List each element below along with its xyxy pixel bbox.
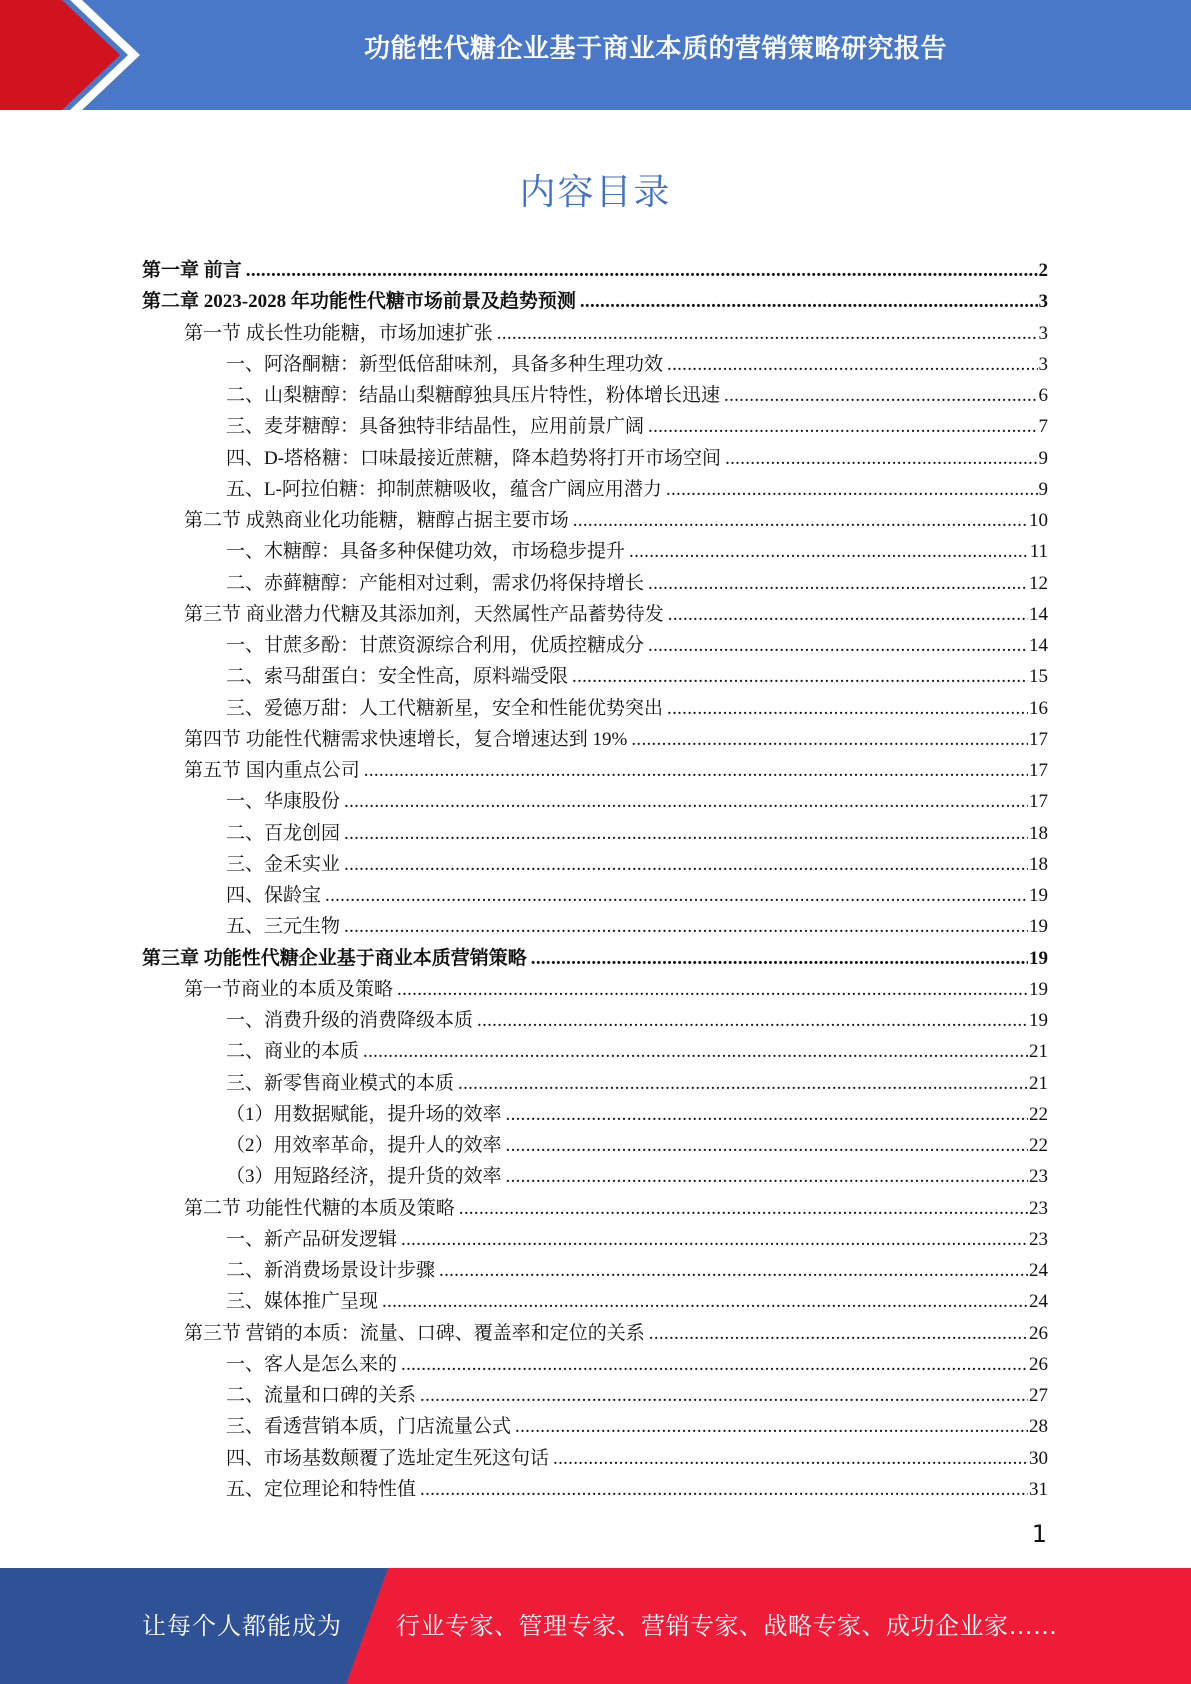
toc-entry-page: 26 [1029,1353,1048,1375]
toc-entry[interactable] [142,724,1048,755]
toc-entry-title: 四、保龄宝 [226,885,322,906]
toc-entry[interactable] [142,1411,1048,1442]
toc-entry-page: 23 [1029,1166,1048,1188]
toc-entry-title: 一、甘蔗多酚：甘蔗资源综合利用，优质控糖成分 [226,635,645,656]
toc-entry-title: 第二节 功能性代糖的本质及策略 [184,1197,455,1219]
toc-leader-dots [364,755,1028,786]
toc-entry[interactable] [142,568,1048,599]
toc-entry-title: 二、百龙创园 [226,822,341,844]
toc-entry[interactable] [142,474,1048,505]
toc-entry-page: 14 [1029,635,1048,656]
toc-leader-dots [506,1130,1028,1161]
toc-entry-page: 3 [1038,291,1048,313]
toc-entry-page: 18 [1029,822,1048,844]
toc-entry-page: 7 [1038,416,1048,438]
toc-entry-page: 11 [1029,541,1048,563]
toc-leader-dots [553,1443,1028,1474]
header-red-arrow-shape [0,0,160,110]
toc-entry[interactable] [142,693,1048,724]
toc-entry[interactable] [142,1068,1048,1099]
toc-leader-dots [344,911,1028,942]
toc-leader-dots [325,880,1028,911]
toc-entry[interactable] [142,318,1048,349]
toc-leader-dots [439,1255,1028,1286]
toc-entry[interactable] [142,380,1048,411]
toc-leader-dots [515,1411,1028,1442]
toc-entry-title: 五、三元生物 [226,916,341,938]
toc-leader-dots [648,630,1028,661]
footer-slogan-right: 行业专家、管理专家、营销专家、战略专家、成功企业家…… [396,1612,1058,1640]
toc-entry[interactable] [142,1036,1048,1067]
toc-entry-page: 31 [1029,1478,1048,1500]
toc-entry[interactable] [142,599,1048,630]
toc-leader-dots [246,255,1038,286]
toc-entry-title: 第三章 功能性代糖企业基于商业本质营销策略 [142,947,527,969]
toc-entry-page: 15 [1029,666,1048,688]
toc-entry-page: 17 [1029,760,1048,781]
toc-entry[interactable] [142,349,1048,380]
toc-entry[interactable] [142,911,1048,942]
toc-entry-title: （1）用数据赋能，提升场的效率 [226,1103,502,1125]
toc-entry-title: 一、客人是怎么来的 [226,1353,398,1375]
toc-entry[interactable] [142,880,1048,911]
toc-entry-page: 27 [1029,1385,1048,1406]
toc-leader-dots [667,349,1037,380]
toc-entry[interactable] [142,1193,1048,1224]
toc-entry[interactable] [142,411,1048,442]
toc-entry-title: 四、D-塔格糖：口味最接近蔗糖，降本趋势将打开市场空间 [226,447,722,469]
toc-entry-page: 10 [1029,510,1048,531]
toc-entry-title: 一、消费升级的消费降级本质 [226,1010,474,1031]
toc-leader-dots [459,1193,1028,1224]
toc-entry-title: 五、L-阿拉伯糖：抑制蔗糖吸收，蕴含广阔应用潜力 [226,478,662,500]
toc-heading: 内容目录 [519,172,672,213]
toc-entry-title: 二、新消费场景设计步骤 [226,1260,436,1281]
toc-leader-dots [631,724,1028,755]
toc-entry-title: 第二节 成熟商业化功能糖，糖醇占据主要市场 [184,510,569,531]
toc-leader-dots [344,786,1028,817]
toc-leader-dots [648,568,1028,599]
toc-entry-page: 12 [1029,572,1048,594]
toc-entry[interactable] [142,1349,1048,1380]
toc-entry-page: 21 [1029,1072,1048,1094]
toc-entry[interactable] [142,1255,1048,1286]
toc-entry-page: 14 [1029,603,1048,625]
toc-entry[interactable] [142,505,1048,536]
toc-entry-title: 第一节 成长性功能糖，市场加速扩张 [184,322,493,344]
toc-entry-page: 19 [1029,885,1048,906]
toc-entry-title: 三、媒体推广呈现 [226,1291,379,1313]
toc-entry-page: 17 [1029,728,1048,750]
toc-leader-dots [363,1036,1028,1067]
toc-entry-page: 23 [1029,1197,1048,1219]
table-of-contents [142,255,1048,1505]
toc-entry-page: 19 [1029,1010,1048,1031]
toc-entry[interactable] [142,849,1048,880]
toc-leader-dots [629,536,1029,567]
toc-entry-title: 二、流量和口碑的关系 [226,1385,417,1406]
toc-entry-title: 二、商业的本质 [226,1041,360,1063]
toc-leader-dots [666,474,1038,505]
toc-entry-page: 9 [1038,478,1048,500]
toc-entry-title: 三、看透营销本质，门店流量公式 [226,1416,512,1438]
toc-entry-title: 二、山梨糖醇：结晶山梨糖醇独具压片特性，粉体增长迅速 [226,385,721,406]
toc-entry[interactable] [142,630,1048,661]
toc-leader-dots [458,1068,1028,1099]
toc-entry[interactable] [142,536,1048,567]
toc-entry[interactable] [142,443,1048,474]
toc-entry-page: 22 [1029,1135,1048,1156]
toc-leader-dots [382,1286,1028,1317]
toc-entry[interactable] [142,974,1048,1005]
toc-entry[interactable] [142,286,1048,317]
toc-leader-dots [344,818,1028,849]
toc-entry[interactable] [142,1099,1048,1130]
report-title: 功能性代糖企业基于商业本质的营销策略研究报告 [363,34,947,64]
toc-entry-title: 第一节商业的本质及策略 [184,978,394,1000]
toc-entry-page: 2 [1038,260,1048,281]
toc-entry-page: 3 [1038,353,1048,375]
toc-entry[interactable] [142,1380,1048,1411]
toc-entry-title: 一、华康股份 [226,791,341,813]
toc-entry-page: 28 [1029,1416,1048,1438]
toc-entry-title: 一、阿洛酮糖：新型低倍甜味剂，具备多种生理功效 [226,353,664,375]
toc-entry-title: 第五节 国内重点公司 [184,760,360,781]
toc-entry-title: 三、爱德万甜：人工代糖新星，安全和性能优势突出 [226,697,664,719]
toc-entry-title: 第一章 前言 [142,260,242,281]
toc-entry[interactable] [142,1224,1048,1255]
toc-entry[interactable] [142,943,1048,974]
toc-entry-title: 第三节 营销的本质：流量、口碑、覆盖率和定位的关系 [184,1322,645,1344]
toc-entry-page: 9 [1038,447,1048,469]
toc-entry-title: 一、新产品研发逻辑 [226,1228,398,1250]
toc-entry[interactable] [142,755,1048,786]
toc-leader-dots [531,943,1028,974]
toc-entry-title: 一、木糖醇：具备多种保健功效，市场稳步提升 [226,541,626,563]
toc-entry[interactable] [142,1286,1048,1317]
toc-entry-title: 第三节 商业潜力代糖及其添加剂，天然属性产品蓄势待发 [184,603,664,625]
toc-leader-dots [344,849,1028,880]
toc-leader-dots [572,661,1028,692]
toc-entry-page: 24 [1029,1260,1048,1281]
toc-entry[interactable] [142,818,1048,849]
toc-entry-title: 四、市场基数颠覆了选址定生死这句话 [226,1447,550,1469]
toc-leader-dots [397,974,1028,1005]
page-header [0,0,1191,110]
toc-entry[interactable] [142,1443,1048,1474]
toc-leader-dots [477,1005,1028,1036]
toc-leader-dots [497,318,1038,349]
toc-entry-page: 3 [1038,322,1048,344]
toc-entry[interactable] [142,1474,1048,1505]
toc-leader-dots [580,286,1038,317]
toc-entry-title: 五、定位理论和特性值 [226,1478,417,1500]
toc-entry-page: 26 [1029,1322,1048,1344]
toc-leader-dots [420,1380,1028,1411]
toc-entry[interactable] [142,786,1048,817]
toc-entry[interactable] [142,1130,1048,1161]
toc-entry[interactable] [142,1161,1048,1192]
toc-entry-page: 23 [1029,1228,1048,1250]
toc-leader-dots [724,380,1037,411]
toc-entry-title: 二、索马甜蛋白：安全性高，原料端受限 [226,666,569,688]
toc-entry-title: 第二章 2023-2028 年功能性代糖市场前景及趋势预测 [142,291,576,313]
toc-entry[interactable] [142,255,1048,286]
page-footer [0,1568,1191,1684]
toc-leader-dots [506,1099,1028,1130]
toc-leader-dots [649,1318,1028,1349]
toc-leader-dots [725,443,1037,474]
toc-leader-dots [401,1349,1028,1380]
toc-entry-page: 19 [1029,947,1048,969]
toc-entry[interactable] [142,1318,1048,1349]
toc-entry[interactable] [142,1005,1048,1036]
toc-entry-title: （3）用短路经济，提升货的效率 [226,1166,502,1188]
toc-entry-title: 三、金禾实业 [226,853,341,875]
toc-entry-page: 6 [1038,385,1048,406]
toc-entry-page: 17 [1029,791,1048,813]
toc-entry-page: 19 [1029,916,1048,938]
toc-entry-page: 16 [1029,697,1048,719]
toc-leader-dots [573,505,1028,536]
toc-entry-title: 第四节 功能性代糖需求快速增长，复合增速达到 19% [184,728,628,750]
toc-entry-title: 三、麦芽糖醇：具备独特非结晶性，应用前景广阔 [226,416,645,438]
toc-leader-dots [648,411,1037,442]
toc-entry-page: 21 [1029,1041,1048,1063]
toc-entry-page: 30 [1029,1447,1048,1469]
footer-slogan-left: 让每个人都能成为 [142,1612,342,1640]
toc-entry[interactable] [142,661,1048,692]
toc-leader-dots [668,599,1028,630]
toc-entry-title: （2）用效率革命，提升人的效率 [226,1135,502,1156]
toc-leader-dots [667,693,1028,724]
toc-leader-dots [506,1161,1028,1192]
toc-entry-page: 24 [1029,1291,1048,1313]
toc-entry-title: 二、赤藓糖醇：产能相对过剩，需求仍将保持增长 [226,572,645,594]
toc-leader-dots [401,1224,1028,1255]
toc-entry-page: 22 [1029,1103,1048,1125]
toc-entry-title: 三、新零售商业模式的本质 [226,1072,455,1094]
page-number: 1 [1031,1520,1047,1548]
toc-entry-page: 19 [1029,978,1048,1000]
toc-leader-dots [420,1474,1028,1505]
toc-entry-page: 18 [1029,853,1048,875]
